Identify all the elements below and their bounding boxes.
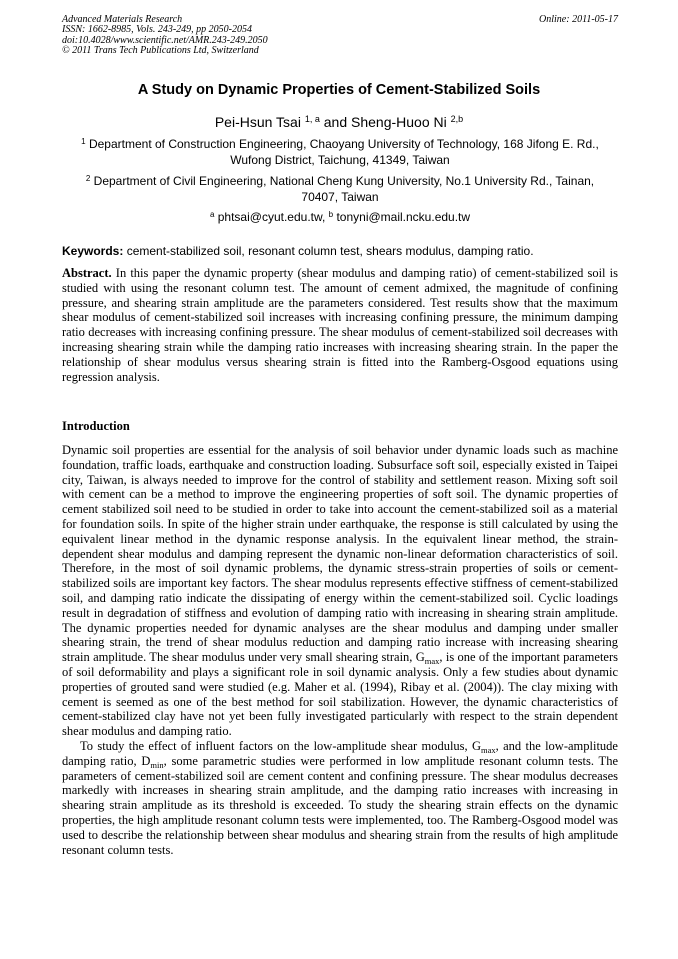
doi-line: doi:10.4028/www.scientific.net/AMR.243-249.2050 [62, 34, 268, 46]
affiliation-2 [62, 173, 618, 205]
affiliation-1-line-2: Wufong District, Taichung, 41349, Taiwan [230, 153, 450, 167]
keywords [62, 244, 618, 259]
issn-line: ISSN: 1662-8985, Vols. 243-249, pp 2050-2054 [62, 24, 252, 36]
abstract-text: In this paper the dynamic property (shear modulus and damping ratio) of cement-stabilized soil is studied with using the resonant column test. The amount of cement admixed, the magnitude of confining pressure, and shearing strain amplitude are the parameters considered. Test results show that the maximum shear modulus of cement-stabilized soil increases with increasing confining pressure, the minimum damping ratio decreases with increasing confining pressure. The shear modulus of cement-stabilized soil decreases with increasing shearing strain while the damping ratio increases with increasing shearing strain. In the paper the relationship of shear modulus versus shearing strain is fitted into the Ramberg-Osgood equations using regression analysis. [62, 266, 619, 384]
email-b[interactable]: tonyni@mail.ncku.edu.tw [336, 210, 471, 224]
paragraph-1-text-a: Dynamic soil properties are essential for the analysis of soil behavior under dynamic loads such as machine foundation, traffic loads, earthquake and construction loading. Subsurface soft soil, especially existed in Taipei city, Taiwan, is always needed to improve for the control of stability and settlement reason. Mixing soft soil with cement can be a method to improve the engineering properties of soft soil. The dynamic properties of cement stabilized soil need to be studied in order to take into account the cement-stabilized soil as a material for foundation soils. In spite of the higher strain under earthquake, the response is still calculated by using the equivalent linear method in the dynamic response analysis. In the equivalent linear method, the strain-dependent shear modulus and damping represent the dynamic non-linear deformation characteristics of soil. Therefore, in the most of soil dynamic problems, the dynamic stress-strain properties of soils or cement-stabilized soils are important key factors. The shear modulus represents effective stiffness of cement-stabilized soil, and damping ratio indicate the dissipating of energy within the cement-stabilized soil. Cyclic loadings result in degradation of stiffness and evolution of damping ratio with increasing in shearing strain amplitude. The dynamic properties needed for dynamic analyses are the shear modulus and damping under smaller shearing strain, the trend of shear modulus reduction and damping ratio increase with increasing shearing strain amplitude. The shear modulus under very small shearing strain, G [62, 443, 618, 665]
copyright-line: © 2011 Trans Tech Publications Ltd, Switzerland [62, 45, 259, 57]
introduction-body [62, 443, 618, 857]
paragraph-2-text-b: , and the low-amplitude damping ratio, D [62, 738, 618, 768]
author-1-affiliation-mark: 1, a [304, 114, 320, 124]
gmax-subscript: max [481, 744, 496, 755]
author-line [40, 113, 638, 131]
affiliation-1 [62, 136, 618, 168]
author-2-affiliation-mark: 2,b [450, 114, 464, 124]
paragraph-2-text-c: , some parametric studies were performed in low amplitude resonant column tests. The parameters of cement-stabilized soil are cement content and confining pressure. The shear modulus decreases markedly with increases in shearing strain amplitude, and the damping ratio increases with increasing in shearing strain amplitude as its threshold is exceeded. To study the shearing strain effects on the dynamic properties, the high amplitude resonant column tests were implemented, too. The Ramberg-Osgood model was used to describe the relationship between shear modulus and shearing strain from the results of high amplitude resonant column tests. [62, 753, 618, 857]
journal-name: Advanced Materials Research [62, 14, 183, 25]
paragraph-1-text-b: , is one of the important parameters of soil deformability and plays a significant role in soil dynamic analysis. Only a few studies about dynamic properties of grouted sand were studied (e.g. Maher et al. (1994), Ribay et al. (2004)). The clay mixing with cement is seemed as one of the best method for soil stabilization. However, the dynamic characteristics of cement-stabilized clay have not yet been fully investigated particularly with respect to the strain dependent shear modulus and damping ratio. [62, 650, 618, 739]
affiliation-2-line-1: Department of Civil Engineering, National Cheng Kung University, No.1 University Rd., Tainan, [93, 174, 595, 188]
email-a-mark: a [209, 210, 215, 219]
keywords-label: Keywords: [62, 244, 124, 258]
dmin-subscript: min [150, 759, 164, 770]
introduction-paragraph-2 [62, 739, 618, 857]
affiliation-1-line-1: Department of Construction Engineering, Chaoyang University of Technology, 168 Jifong E. Rd., [88, 137, 599, 151]
affiliation-2-number: 2 [85, 174, 91, 183]
author-2: Sheng-Huoo Ni [351, 114, 447, 130]
affiliation-2-line-2: 70407, Taiwan [301, 190, 379, 204]
online-date: Online: 2011-05-17 [539, 14, 618, 25]
email-b-mark: b [328, 210, 334, 219]
section-heading-introduction: Introduction [62, 419, 130, 433]
email-line [62, 209, 618, 225]
keywords-text: cement-stabilized soil, resonant column test, shears modulus, damping ratio. [126, 244, 534, 258]
introduction-paragraph-1 [62, 443, 618, 739]
author-conjunction: and [323, 114, 348, 130]
paragraph-2-text-a: To study the effect of influent factors on the low-amplitude shear modulus, G [80, 738, 482, 753]
gmax-subscript: max [424, 656, 440, 667]
abstract-label: Abstract. [62, 266, 112, 280]
email-a[interactable]: phtsai@cyut.edu.tw, [217, 210, 326, 224]
paper-title: A Study on Dynamic Properties of Cement-Stabilized Soils [137, 82, 541, 98]
affiliation-1-number: 1 [81, 137, 86, 146]
journal-header [62, 15, 618, 57]
abstract [62, 266, 618, 384]
author-1: Pei-Hsun Tsai [214, 114, 301, 130]
